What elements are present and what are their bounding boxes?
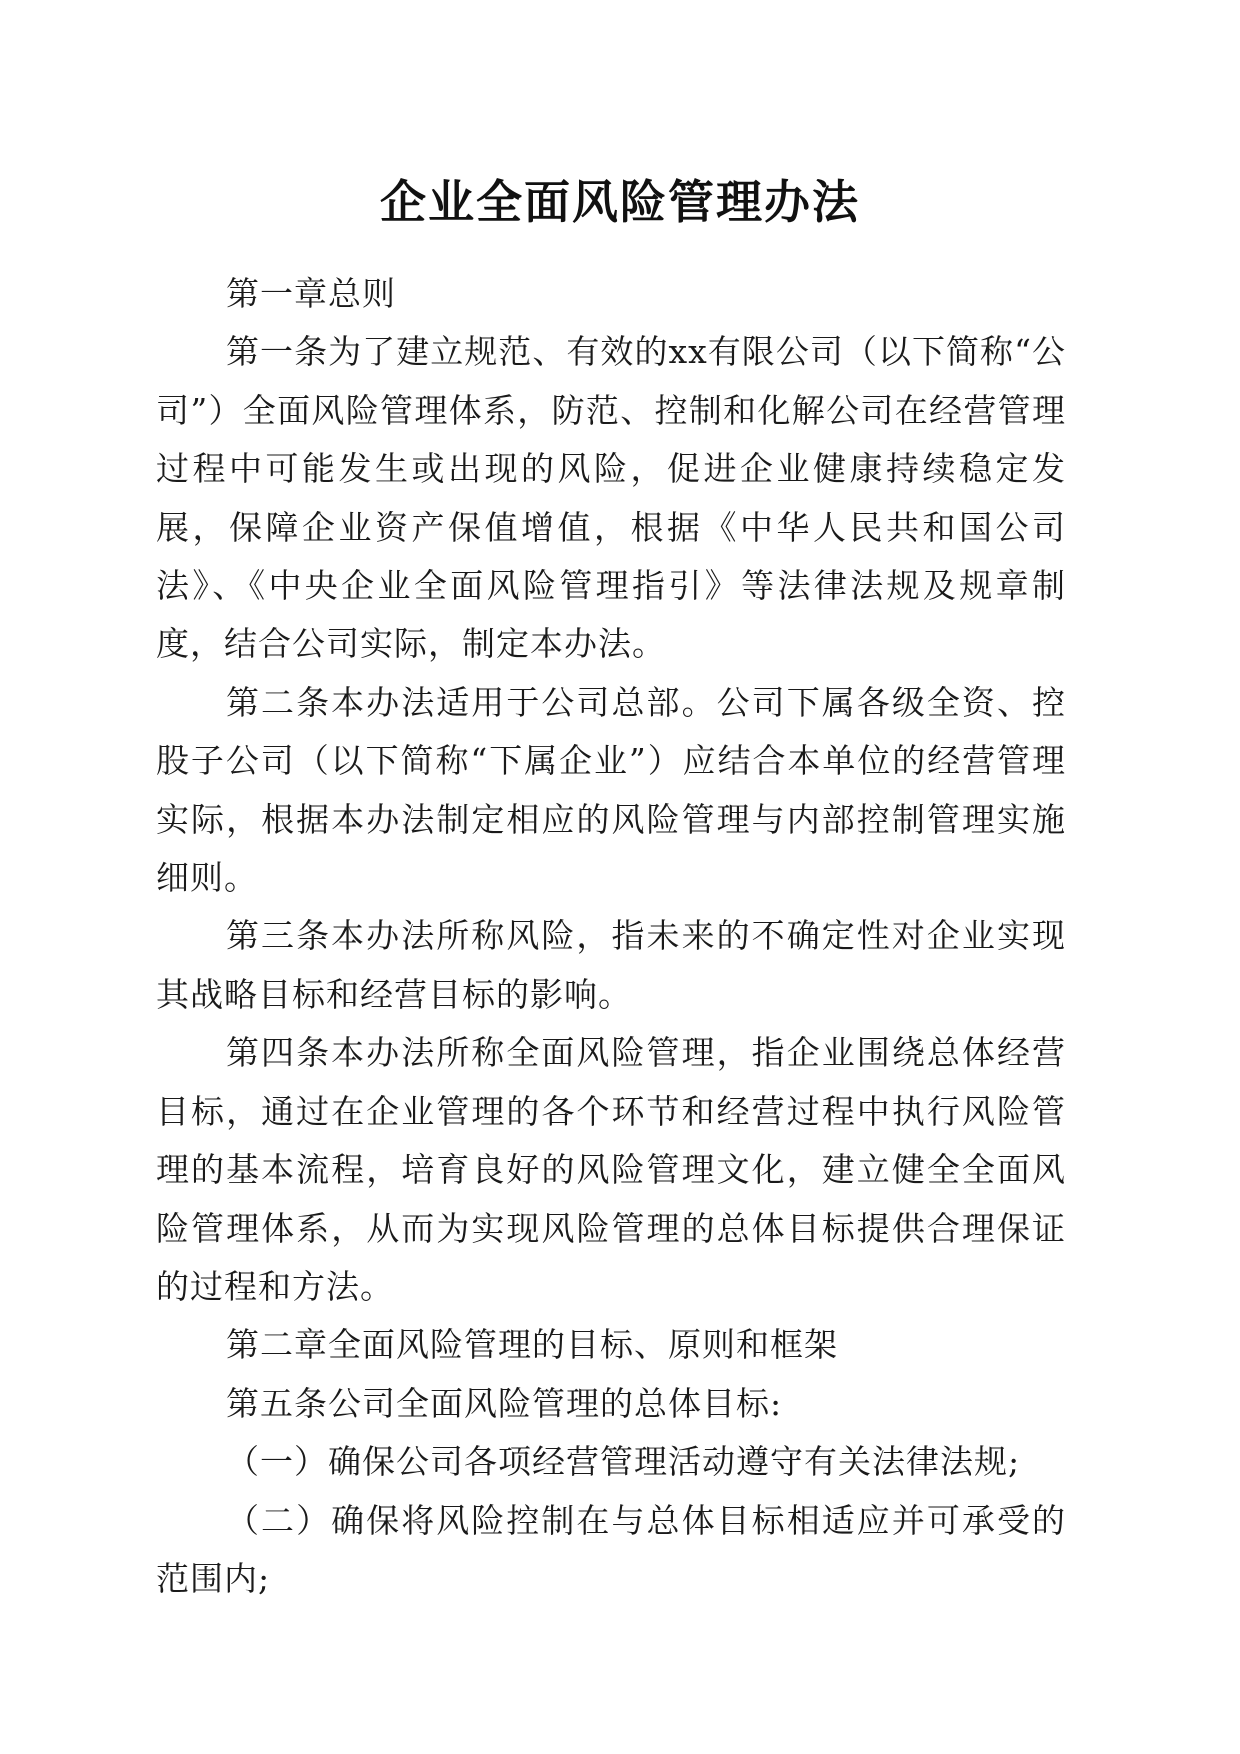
chapter-heading: 第二章全面风险管理的目标、原则和框架 bbox=[226, 1325, 838, 1365]
paragraph: 第四条本办法所称全面风险管理，指企业围绕总体经营目标，通过在企业管理的各个环节和经营过程中执行风险管理的基本流程，培育良好的风险管理文化，建立健全全面风险管理体系，从而为实现风险管理的总体目标提供合理保证的过程和方法。 bbox=[156, 1033, 1066, 1306]
list-item: （二）确保将风险控制在与总体目标相适应并可承受的范围内; bbox=[156, 1500, 1066, 1598]
paragraph: 第三条本办法所称风险，指未来的不确定性对企业实现其战略目标和经营目标的影响。 bbox=[156, 916, 1066, 1014]
paragraph: 第五条公司全面风险管理的总体目标: bbox=[226, 1383, 783, 1423]
chapter-heading: 第一章总则 bbox=[226, 274, 396, 313]
paragraph: 第二条本办法适用于公司总部。公司下属各级全资、控股子公司（以下简称“下属企业”）应结合本单位的经营管理实际，根据本办法制定相应的风险管理与内部控制管理实施细则。 bbox=[156, 682, 1066, 898]
page-title: 企业全面风险管理办法 bbox=[380, 175, 860, 229]
list-item: （一）确保公司各项经营管理活动遵守有关法律法规; bbox=[226, 1442, 1021, 1482]
paragraph: 第一条为了建立规范、有效的xx有限公司（以下简称“公司”）全面风险管理体系，防范、控制和化解公司在经营管理过程中可能发生或出现的风险，促进企业健康持续稳定发展，保障企业资产保值增值，根据《中华人民共和国公司法》、《中央企业全面风险管理指引》等法律法规及规章制度，结合公司实际，制定本办法。 bbox=[156, 332, 1066, 664]
document-body bbox=[156, 265, 1066, 1608]
